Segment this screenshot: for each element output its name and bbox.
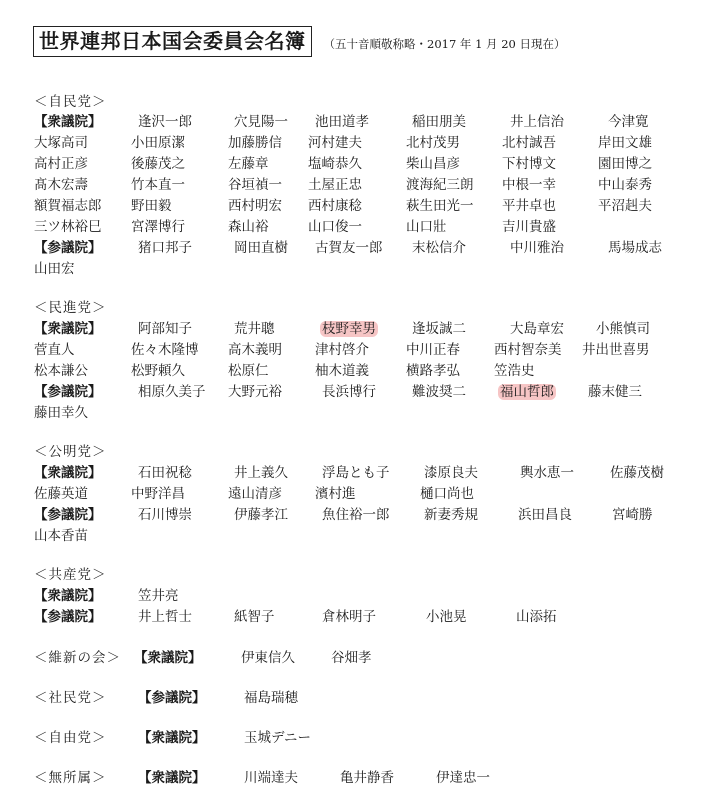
member-name: 中根一幸 [502,177,556,193]
member-name: 高木義明 [228,342,282,358]
member-name: 逢坂誠二 [412,321,466,337]
member-name: 山添拓 [516,609,557,625]
party-label: ＜社民党＞ [34,690,107,706]
member-row [34,319,704,339]
house-label: 【参議院】 [138,690,206,706]
member-name: 竹本直一 [131,177,185,193]
member-name: 大島章宏 [510,321,564,337]
member-name: 西村明宏 [228,198,282,214]
member-row [34,463,704,483]
party-label: ＜自由党＞ [34,730,107,746]
house-label: 【衆議院】 [134,650,202,666]
party-label: ＜自民党＞ [34,94,107,110]
house-label: 【衆議院】 [34,114,102,130]
highlighted-member-name: 福山哲郎 [500,384,554,400]
member-name: 髙木宏壽 [34,177,88,193]
member-row [34,154,704,174]
member-name: 伊達忠一 [436,770,490,786]
member-name: 柚木道義 [315,363,369,379]
member-row [34,648,704,668]
member-name: 浮島とも子 [322,465,390,481]
member-row [34,484,704,504]
member-name: 津村啓介 [315,342,369,358]
member-row [34,238,704,258]
member-name: 藤田幸久 [34,405,88,421]
member-name: 園田博之 [598,156,652,172]
member-name: 中川雅治 [510,240,564,256]
member-name: 川端達夫 [244,770,298,786]
member-name: 中野洋昌 [131,486,185,502]
member-name: 古賀友一郎 [315,240,383,256]
house-label: 【参議院】 [34,384,102,400]
member-name: 輿水恵一 [520,465,574,481]
member-name: 逢沢一郎 [138,114,192,130]
party-label: ＜民進党＞ [34,300,107,316]
member-name: 大野元裕 [228,384,282,400]
highlighted-member-name: 枝野幸男 [322,321,376,337]
member-name: 山田宏 [34,261,75,277]
member-name: 伊東信久 [241,650,295,666]
member-name: 穴見陽一 [234,114,288,130]
member-name: 紙智子 [234,609,275,625]
member-row [34,196,704,216]
member-row [34,382,704,402]
member-name: 今津寛 [608,114,649,130]
member-name: 魚住裕一郎 [322,507,390,523]
date-note: （五十音順敬称略・2017 年 1 月 20 日現在） [323,37,566,51]
member-name: 松原仁 [228,363,269,379]
member-name: 松野頼久 [131,363,185,379]
member-name: 山口俊一 [308,219,362,235]
member-name: 石田祝稔 [138,465,192,481]
member-name: 松本謙公 [34,363,88,379]
member-name: 馬場成志 [608,240,662,256]
member-name: 宮崎勝 [612,507,653,523]
member-row [34,526,704,546]
member-name: 横路孝弘 [406,363,460,379]
member-name: 山本香苗 [34,528,88,544]
member-name: 平沼赳夫 [598,198,652,214]
member-name: 濱村進 [315,486,356,502]
member-name: 井上哲士 [138,609,192,625]
member-row [34,133,704,153]
member-name: 池田道孝 [315,114,369,130]
party-heading [34,92,704,112]
member-name: 漆原良夫 [424,465,478,481]
member-name: 稲田朋美 [412,114,466,130]
member-name: 山口壯 [406,219,447,235]
member-name: 佐藤茂樹 [610,465,664,481]
member-name: 額賀福志郎 [34,198,102,214]
member-name: 佐藤英道 [34,486,88,502]
page-title: 世界連邦日本国会委員会名簿 [33,26,312,57]
house-label: 【参議院】 [34,609,102,625]
house-label: 【衆議院】 [34,465,102,481]
member-name: 高村正彦 [34,156,88,172]
member-name: 吉川貴盛 [502,219,556,235]
member-name: 渡海紀三朗 [406,177,474,193]
party-heading [34,565,704,585]
member-name: 笠井亮 [138,588,179,604]
member-name: 阿部知子 [138,321,192,337]
member-row [34,688,704,708]
member-name: 大塚高司 [34,135,88,151]
party-label: ＜無所属＞ [34,770,107,786]
member-name: 岡田直樹 [234,240,288,256]
member-name: 井出世喜男 [582,342,650,358]
member-name: 塩崎恭久 [308,156,362,172]
member-name: 新妻秀規 [424,507,478,523]
member-name: 萩生田光一 [406,198,474,214]
member-name: 佐々木隆博 [131,342,199,358]
party-label: ＜共産党＞ [34,567,107,583]
house-label: 【衆議院】 [34,588,102,604]
member-name: 中川正春 [406,342,460,358]
party-heading [34,298,704,318]
member-row [34,217,704,237]
member-row [34,403,704,423]
member-row [34,768,704,788]
member-name: 河村建夫 [308,135,362,151]
member-name: 玉城デニー [244,730,311,746]
member-name: 平井卓也 [502,198,556,214]
member-name: 岸田文雄 [598,135,652,151]
member-name: 倉林明子 [322,609,376,625]
member-name: 西村康稔 [308,198,362,214]
house-label: 【衆議院】 [138,770,206,786]
member-name: 福島瑞穂 [244,690,298,706]
member-name [500,382,556,402]
house-label: 【衆議院】 [138,730,206,746]
member-name: 谷畑孝 [331,650,372,666]
member-name: 亀井静香 [340,770,394,786]
member-name: 樋口尚也 [420,486,474,502]
member-name: 伊藤孝江 [234,507,288,523]
member-name: 相原久美子 [138,384,206,400]
member-name: 柴山昌彦 [406,156,460,172]
house-label: 【参議院】 [34,507,102,523]
member-row [34,259,704,279]
house-label: 【衆議院】 [34,321,102,337]
header [33,26,566,57]
member-row [34,505,704,525]
party-label: ＜維新の会＞ [34,650,121,666]
member-name: 菅直人 [34,342,75,358]
member-name: 森山裕 [228,219,269,235]
member-name: 宮澤博行 [131,219,185,235]
party-label: ＜公明党＞ [34,444,107,460]
party-heading [34,442,704,462]
member-name: 石川博崇 [138,507,192,523]
member-name: 西村智奈美 [494,342,562,358]
member-row [34,586,704,606]
member-name: 井上義久 [234,465,288,481]
member-name: 浜田昌良 [518,507,572,523]
member-name: 谷垣禎一 [228,177,282,193]
member-name: 藤末健三 [588,384,642,400]
member-name: 小池晃 [426,609,467,625]
member-row [34,112,704,132]
member-name: 遠山清彦 [228,486,282,502]
member-name: 長浜博行 [322,384,376,400]
house-label: 【参議院】 [34,240,102,256]
member-name: 北村誠吾 [502,135,556,151]
member-name: 土屋正忠 [308,177,362,193]
member-name: 中山泰秀 [598,177,652,193]
member-name: 後藤茂之 [131,156,185,172]
member-name: 野田毅 [131,198,172,214]
member-name: 加藤勝信 [228,135,282,151]
member-row [34,340,704,360]
member-name: 井上信治 [510,114,564,130]
member-row [34,175,704,195]
member-name: 左藤章 [228,156,269,172]
member-name: 北村茂男 [406,135,460,151]
member-name: 猪口邦子 [138,240,192,256]
member-name: 下村博文 [502,156,556,172]
member-row [34,361,704,381]
member-name: 末松信介 [412,240,466,256]
member-name: 荒井聰 [234,321,275,337]
member-name [322,319,378,339]
member-row [34,728,704,748]
member-name: 三ツ林裕巳 [34,219,102,235]
member-row [34,607,704,627]
member-name: 難波奨二 [412,384,466,400]
member-name: 笠浩史 [494,363,535,379]
member-name: 小熊慎司 [596,321,650,337]
member-name: 小田原潔 [131,135,185,151]
